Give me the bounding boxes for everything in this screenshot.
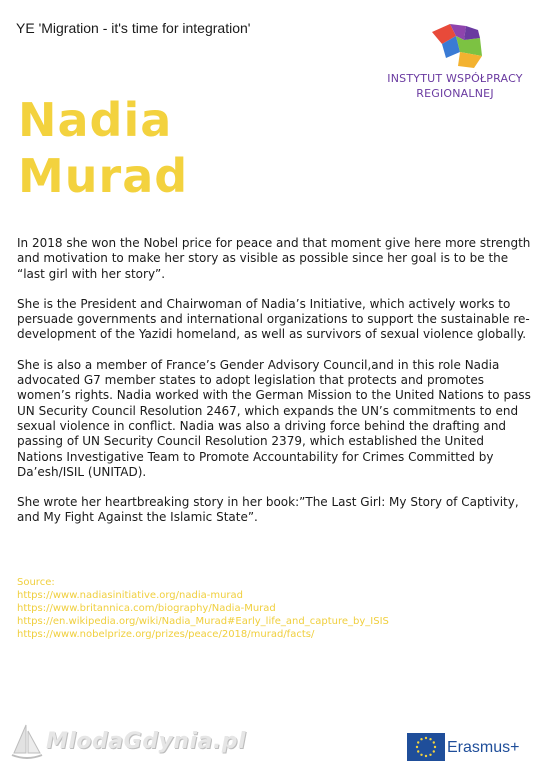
- page-title: [18, 92, 188, 204]
- eu-star: [416, 746, 418, 748]
- eu-star: [425, 755, 427, 757]
- paragraph-book: She wrote her heartbreaking story in her book:”The Last Girl: My Story of Captivity, and My Fight Against the Islamic State”.: [17, 495, 519, 525]
- title-line2: Murad: [18, 149, 189, 203]
- paragraph-initiative: She is the President and Chairwoman of Nadia’s Initiative, which actively works to persuade governments and international organizations to support the sustainable re-development of the Yazidi homeland, as well as survivors of sexual violence globally.: [17, 296, 530, 342]
- body-text: [17, 236, 531, 541]
- source-link[interactable]: https://www.nadiasinitiative.org/nadia-murad: [17, 590, 244, 601]
- eu-star: [420, 754, 422, 756]
- puzzle-logo-icon: [428, 22, 488, 70]
- sources-label: Source:: [17, 577, 55, 588]
- eu-star: [420, 738, 422, 740]
- eu-star: [417, 750, 419, 752]
- sailboat-icon: [10, 723, 44, 761]
- eu-star: [433, 750, 435, 752]
- source-link[interactable]: https://www.britannica.com/biography/Nadia-Murad: [17, 603, 276, 614]
- eu-star: [417, 741, 419, 743]
- title-line1: Nadia: [18, 93, 173, 147]
- source-link[interactable]: https://en.wikipedia.org/wiki/Nadia_Murad#Early_life_and_capture_by_ISIS: [17, 616, 389, 627]
- eu-flag-icon: [407, 733, 445, 761]
- eu-star: [429, 738, 431, 740]
- watermark: [10, 723, 250, 763]
- paragraph-advocacy: She is also a member of France’s Gender Advisory Council,and in this role Nadia advocated G7 member states to adopt legislation that protects and promotes women’s rights. Nadia worked with the German Mission to the United Nations to pass UN Security Council Resolution 2467, which expands the UN’s commitments to end sexual violence in conflict. Nadia was also a driving force behind the drafting and passing of UN Security Council Resolution 2379, which established the United Nations Investigative Team to Promote Accountability for Crimes Committed by Da’esh/ISIL (UNITAD).: [17, 357, 531, 479]
- eu-star: [434, 746, 436, 748]
- paragraph-nobel: In 2018 she won the Nobel price for peace and that moment give here more strength and motivation to make her story as visible as possible since her goal is to be the “last girl with her story”.: [17, 236, 531, 281]
- logo-text-line1: INSTYTUT WSPÓŁPRACY: [387, 72, 523, 85]
- sources-section: [17, 576, 531, 641]
- eu-star: [429, 754, 431, 756]
- logo-text-line2: REGIONALNEJ: [416, 87, 494, 100]
- erasmus-logo: [407, 733, 539, 763]
- eu-star: [433, 741, 435, 743]
- watermark-text: MlodaGdynia.pl: [46, 729, 246, 754]
- institute-logo: [380, 22, 530, 108]
- eu-star: [425, 737, 427, 739]
- project-title: YE 'Migration - it's time for integration': [16, 20, 251, 36]
- source-link[interactable]: https://www.nobelprize.org/prizes/peace/2018/murad/facts/: [17, 629, 315, 640]
- erasmus-label: Erasmus+: [447, 739, 520, 756]
